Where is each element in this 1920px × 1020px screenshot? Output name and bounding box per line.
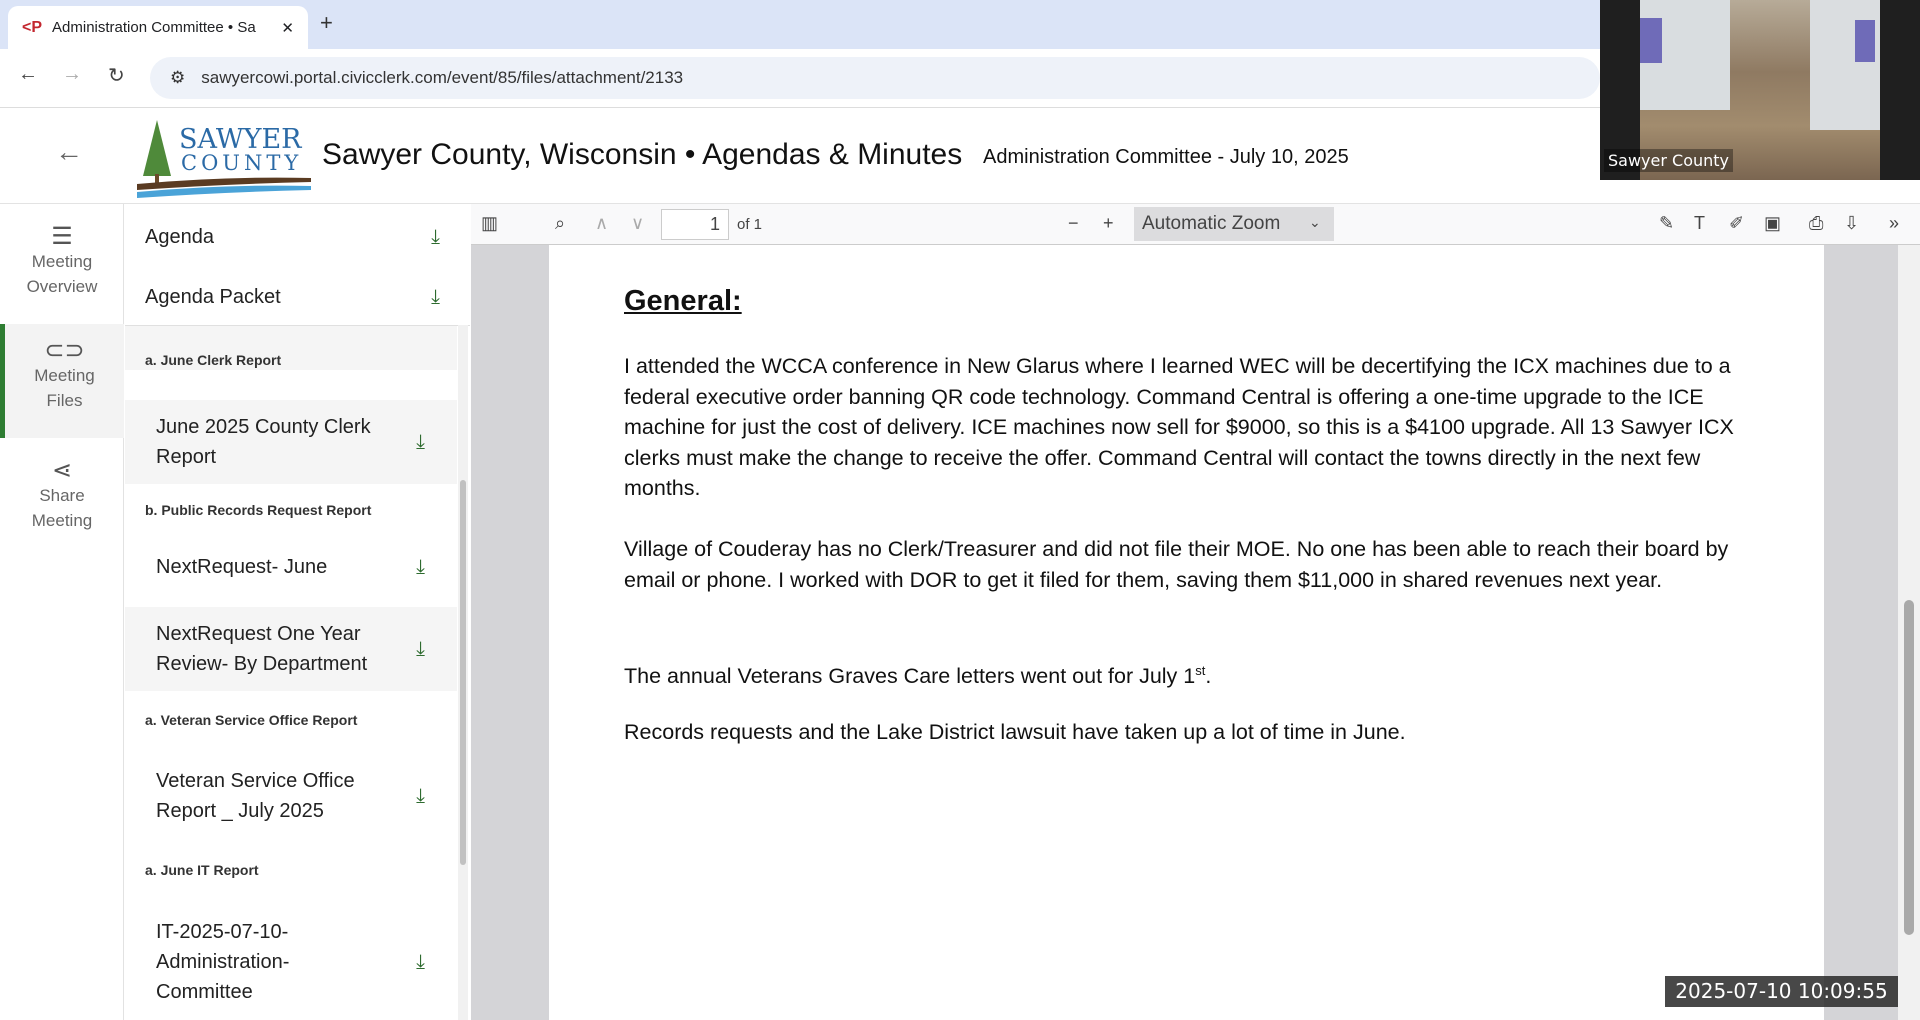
paragraph: Records requests and the Lake District lawsuit have taken up a lot of time in June. — [624, 720, 1406, 744]
text-icon[interactable]: T — [1694, 213, 1705, 233]
nav-meeting-overview[interactable] — [0, 224, 124, 299]
image-icon[interactable]: ▣ — [1764, 213, 1782, 233]
file-label: Report — [156, 446, 217, 468]
download-icon[interactable]: ⤓ — [416, 951, 425, 973]
webcam-label: Sawyer County — [1604, 149, 1733, 172]
nav-label: Meeting — [34, 366, 95, 385]
file-list — [125, 204, 470, 1020]
zoom-in-icon[interactable]: + — [1103, 213, 1114, 233]
download-icon[interactable]: ⤓ — [416, 431, 425, 453]
nav-label: Files — [46, 391, 83, 410]
tab-title: Administration Committee • Sa — [52, 19, 256, 36]
page-number-input[interactable]: 1 — [661, 209, 729, 240]
section-heading: a. June IT Report — [145, 862, 259, 878]
nav-label: Meeting — [31, 252, 93, 271]
list-icon: ☰ — [51, 223, 73, 250]
sawyer-county-logo — [135, 118, 313, 198]
pdf-page — [549, 245, 1824, 1020]
document-heading: General: — [624, 285, 742, 317]
file-item[interactable] — [125, 539, 457, 595]
paragraph: Village of Couderay has no Clerk/Treasurer and did not file their MOE. No one has been able to reach their board by email or phone. I worked with DOR to get it filed for them, saving them $11,000 in shared revenues next year. — [624, 537, 1729, 592]
pdf-viewer — [471, 245, 1898, 1020]
superscript: st — [1195, 663, 1206, 678]
new-tab-icon[interactable]: + — [320, 10, 333, 35]
nav-label: Meeting — [31, 511, 93, 530]
save-icon[interactable]: ⇩ — [1844, 213, 1860, 233]
file-item[interactable] — [125, 754, 457, 838]
file-label: IT-2025-07-10- — [156, 921, 289, 943]
logo-text-county: COUNTY — [181, 151, 303, 175]
download-icon[interactable]: ⤓ — [416, 638, 425, 660]
section-heading: a. June Clerk Report — [145, 352, 282, 368]
file-agenda[interactable] — [125, 222, 470, 252]
download-icon[interactable]: ⤓ — [416, 785, 425, 807]
nav-share-meeting[interactable] — [0, 458, 124, 533]
section-heading: b. Public Records Request Report — [145, 502, 372, 518]
civicclerk-favicon-icon: <P — [22, 18, 43, 36]
file-agenda-packet[interactable] — [125, 282, 470, 312]
chevron-down-icon: ⌄ — [1309, 214, 1321, 230]
zoom-out-icon[interactable]: − — [1068, 213, 1079, 233]
webcam-video — [1600, 0, 1920, 180]
sidebar-toggle-icon[interactable]: ▥ — [481, 213, 499, 233]
scrollbar-thumb[interactable] — [1904, 600, 1914, 935]
paragraph-text: . — [1205, 664, 1212, 689]
file-label: Agenda — [145, 225, 214, 248]
browser-tab[interactable] — [8, 6, 308, 49]
close-tab-icon[interactable]: ✕ — [281, 19, 294, 37]
forward-icon[interactable]: → — [62, 63, 82, 85]
zoom-select[interactable] — [1134, 207, 1334, 241]
paragraph: I attended the WCCA conference in New Glarus where I learned WEC will be decertifying the ICX machines due to a federal executive order banning QR code technology. Command Central is offering a one-time upgrade to the ICE machine for just the cost of delivery. ICE machines now sell for $9000, so this is a $4100 upgrade. All 13 Sawyer ICX clerks must make the change to receive the offer. Command Central will contact the towns directly in the next few months. — [624, 354, 1734, 500]
site-settings-icon[interactable]: ⚙ — [170, 68, 186, 87]
zoom-value: Automatic Zoom — [1142, 213, 1281, 234]
pdf-toolbar — [471, 204, 1920, 245]
file-label: Administration- — [156, 951, 290, 973]
download-icon[interactable]: ⤓ — [416, 556, 425, 578]
file-item[interactable] — [125, 904, 457, 1020]
more-tools-icon[interactable]: » — [1889, 213, 1900, 233]
video-timestamp: 2025-07-10 10:09:55 — [1665, 976, 1898, 1007]
back-arrow-icon[interactable]: ← — [55, 136, 83, 167]
file-item[interactable] — [125, 607, 457, 691]
file-label: NextRequest- June — [156, 556, 328, 578]
paragraph — [624, 656, 1774, 692]
next-page-icon[interactable]: ∨ — [631, 213, 645, 233]
nav-label: Overview — [26, 277, 98, 296]
file-label: Report _ July 2025 — [156, 800, 324, 822]
file-label: Committee — [156, 981, 253, 1003]
paperclip-icon: ⊂⊃ — [44, 337, 85, 364]
meeting-title: Administration Committee - July 10, 2025 — [983, 146, 1349, 168]
previous-page-icon[interactable]: ∧ — [595, 213, 609, 233]
file-label: Veteran Service Office — [156, 770, 355, 792]
pdf-scrollbar[interactable] — [1898, 245, 1920, 1020]
url-field[interactable] — [150, 57, 1600, 99]
file-label: Review- By Department — [156, 653, 368, 675]
page-title: Sawyer County, Wisconsin • Agendas & Minutes — [322, 138, 963, 171]
logo-text-sawyer: SAWYER — [179, 124, 302, 155]
file-label: NextRequest One Year — [156, 623, 361, 645]
file-list-scrollbar[interactable] — [458, 325, 468, 1020]
draw-icon[interactable]: ✐ — [1729, 213, 1745, 233]
share-icon: ⋖ — [51, 457, 73, 484]
download-icon[interactable]: ⤓ — [431, 225, 440, 248]
file-label: June 2025 County Clerk — [156, 416, 371, 438]
section-heading: a. Veteran Service Office Report — [145, 712, 358, 728]
scrollbar-thumb[interactable] — [460, 480, 466, 865]
search-icon[interactable]: ⌕ — [555, 213, 566, 233]
nav-label: Share — [39, 486, 85, 505]
download-icon[interactable]: ⤓ — [431, 285, 440, 308]
page-count: of 1 — [737, 216, 763, 233]
url-text: sawyercowi.portal.civicclerk.com/event/85/files/attachment/2133 — [201, 68, 684, 87]
paragraph-text: The annual Veterans Graves Care letters went out for July 1 — [624, 664, 1196, 689]
back-icon[interactable]: ← — [18, 63, 38, 85]
file-item[interactable] — [125, 400, 457, 484]
file-label: Agenda Packet — [145, 285, 281, 308]
left-nav — [0, 204, 124, 1020]
nav-meeting-files[interactable] — [0, 324, 124, 438]
reload-icon[interactable]: ↻ — [108, 65, 125, 87]
print-icon[interactable]: ⎙ — [1809, 213, 1824, 233]
highlight-icon[interactable]: ✎ — [1659, 213, 1675, 233]
